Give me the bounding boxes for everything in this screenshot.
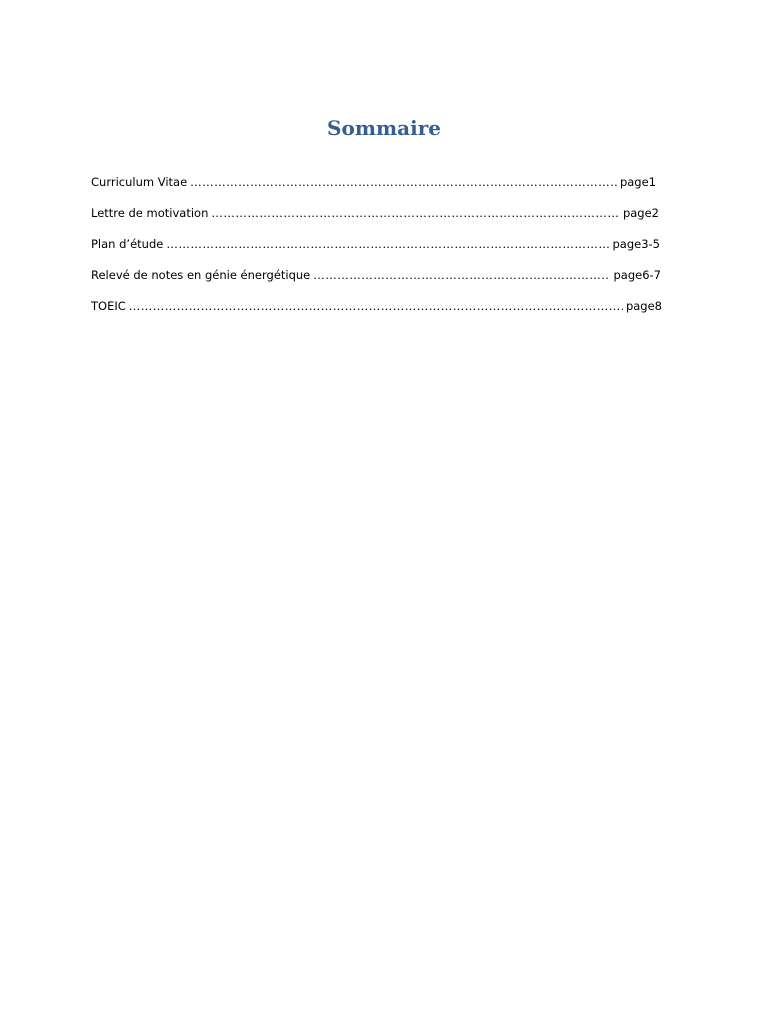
toc-entry-label: TOEIC xyxy=(91,299,126,313)
toc-entry-label: Plan d’étude xyxy=(91,237,164,251)
toc-entry-page: page2 xyxy=(622,206,659,220)
dot-leader xyxy=(190,175,617,189)
toc-entry-page: page1 xyxy=(619,175,656,189)
toc-entry-curriculum-vitae xyxy=(91,175,656,193)
dot-leader xyxy=(313,268,610,282)
page-title: Sommaire xyxy=(327,116,441,140)
dot-leader xyxy=(129,299,623,313)
toc-entry-page: page8 xyxy=(625,299,662,313)
dot-leader xyxy=(211,206,620,220)
toc-entry-toeic xyxy=(91,299,662,317)
toc-entry-lettre-de-motivation xyxy=(91,206,659,224)
toc-entry-page: page3-5 xyxy=(612,237,660,251)
toc-entry-plan-d-etude xyxy=(91,237,660,255)
toc-entry-label: Lettre de motivation xyxy=(91,206,209,220)
toc-entry-page: page6-7 xyxy=(613,268,661,282)
toc-entry-label: Curriculum Vitae xyxy=(91,175,188,189)
toc-entry-label: Relevé de notes en génie énergétique xyxy=(91,268,311,282)
dot-leader xyxy=(166,237,609,251)
toc-entry-releve-de-notes xyxy=(91,268,661,286)
